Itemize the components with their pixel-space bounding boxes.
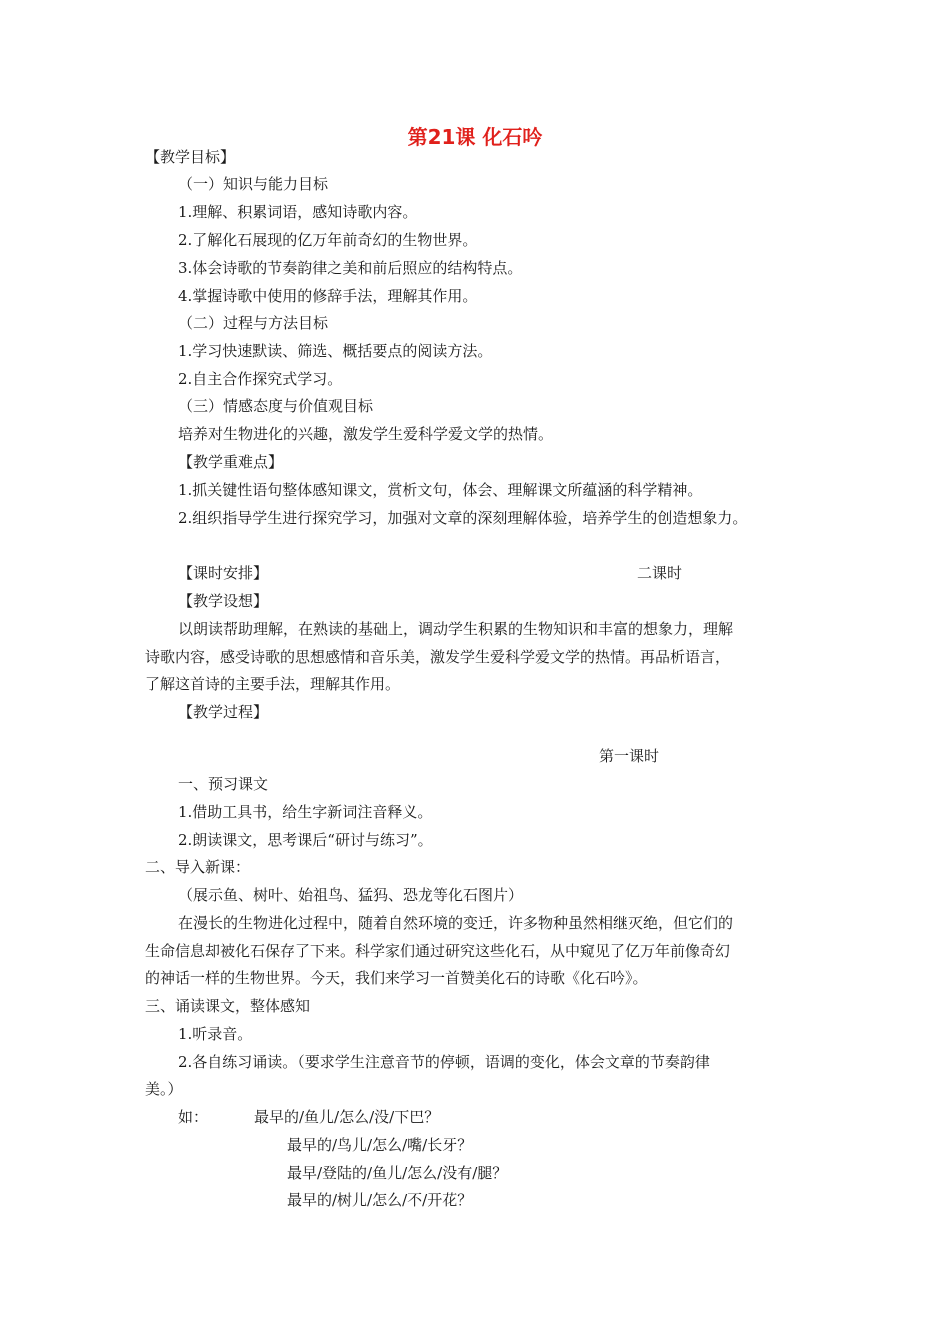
- intro-line: 在漫长的生物进化过程中，随着自然环境的变迁，许多物种虽然相继灭绝，但它们的: [178, 914, 734, 932]
- section1-heading: （一）知识与能力目标: [178, 175, 329, 193]
- preview-item: 2.朗读课文，思考课后“研讨与练习”。: [178, 831, 433, 849]
- reading-item-continuation: 美。）: [145, 1080, 183, 1098]
- section1-item: 1.理解、积累词语，感知诗歌内容。: [178, 203, 418, 221]
- process-heading: 【教学过程】: [178, 703, 269, 721]
- example-line: 最早的/树儿/怎么/不/开花？: [287, 1191, 473, 1209]
- design-heading: 【教学设想】: [178, 592, 269, 610]
- section3-text: 培养对生物进化的兴趣，激发学生爱科学爱文学的热情。: [178, 425, 554, 443]
- keypoint-item: 1.抓关键性语句整体感知课文，赏析文句，体会、理解课文所蕴涵的科学精神。: [178, 481, 703, 499]
- lesson1-heading: 第一课时: [599, 747, 660, 765]
- preview-heading: 一、预习课文: [178, 775, 269, 793]
- example-label: 如：: [178, 1108, 209, 1126]
- section2-item: 2.自主合作探究式学习。: [178, 370, 343, 388]
- design-line: 了解这首诗的主要手法，理解其作用。: [145, 675, 401, 693]
- keypoint-item: 2.组织指导学生进行探究学习，加强对文章的深刻理解体验，培养学生的创造想象力。: [178, 509, 748, 527]
- example-line: 最早/登陆的/鱼儿/怎么/没有/腿？: [287, 1164, 508, 1182]
- intro-line: 生命信息却被化石保存了下来。科学家们通过研究这些化石，从中窥见了亿万年前像奇幻: [145, 942, 731, 960]
- section2-item: 1.学习快速默读、筛选、概括要点的阅读方法。: [178, 342, 493, 360]
- lesson-title: 第21课 化石吟: [407, 125, 543, 149]
- design-line: 诗歌内容，感受诗歌的思想感情和音乐美，激发学生爱科学爱文学的热情。再品析语言，: [145, 648, 731, 666]
- reading-item: 2.各自练习诵读。（要求学生注意音节的停顿，语调的变化，体会文章的节奏韵律: [178, 1053, 710, 1071]
- section2-heading: （二）过程与方法目标: [178, 314, 329, 332]
- intro-line: 的神话一样的生物世界。今天，我们来学习一首赞美化石的诗歌《化石吟》。: [145, 969, 648, 987]
- reading-heading: 三、诵读课文，整体感知: [145, 997, 311, 1015]
- section3-heading: （三）情感态度与价值观目标: [178, 397, 374, 415]
- intro-note: （展示鱼、树叶、始祖鸟、猛犸、恐龙等化石图片）: [178, 886, 524, 904]
- intro-heading: 二、导入新课：: [145, 858, 251, 876]
- keypoints-heading: 【教学重难点】: [178, 453, 284, 471]
- example-line: 最早的/鱼儿/怎么/没/下巴？: [254, 1108, 440, 1126]
- section1-item: 3.体会诗歌的节奏韵律之美和前后照应的结构特点。: [178, 259, 523, 277]
- reading-item: 1.听录音。: [178, 1025, 253, 1043]
- section1-item: 2.了解化石展现的亿万年前奇幻的生物世界。: [178, 231, 478, 249]
- schedule-heading: 【课时安排】: [178, 564, 269, 582]
- section1-item: 4.掌握诗歌中使用的修辞手法，理解其作用。: [178, 287, 478, 305]
- schedule-value: 二课时: [637, 564, 683, 582]
- design-line: 以朗读帮助理解，在熟读的基础上，调动学生积累的生物知识和丰富的想象力，理解: [178, 620, 734, 638]
- objectives-heading: 【教学目标】: [145, 148, 236, 166]
- preview-item: 1.借助工具书，给生字新词注音释义。: [178, 803, 433, 821]
- example-line: 最早的/鸟儿/怎么/嘴/长牙？: [287, 1136, 473, 1154]
